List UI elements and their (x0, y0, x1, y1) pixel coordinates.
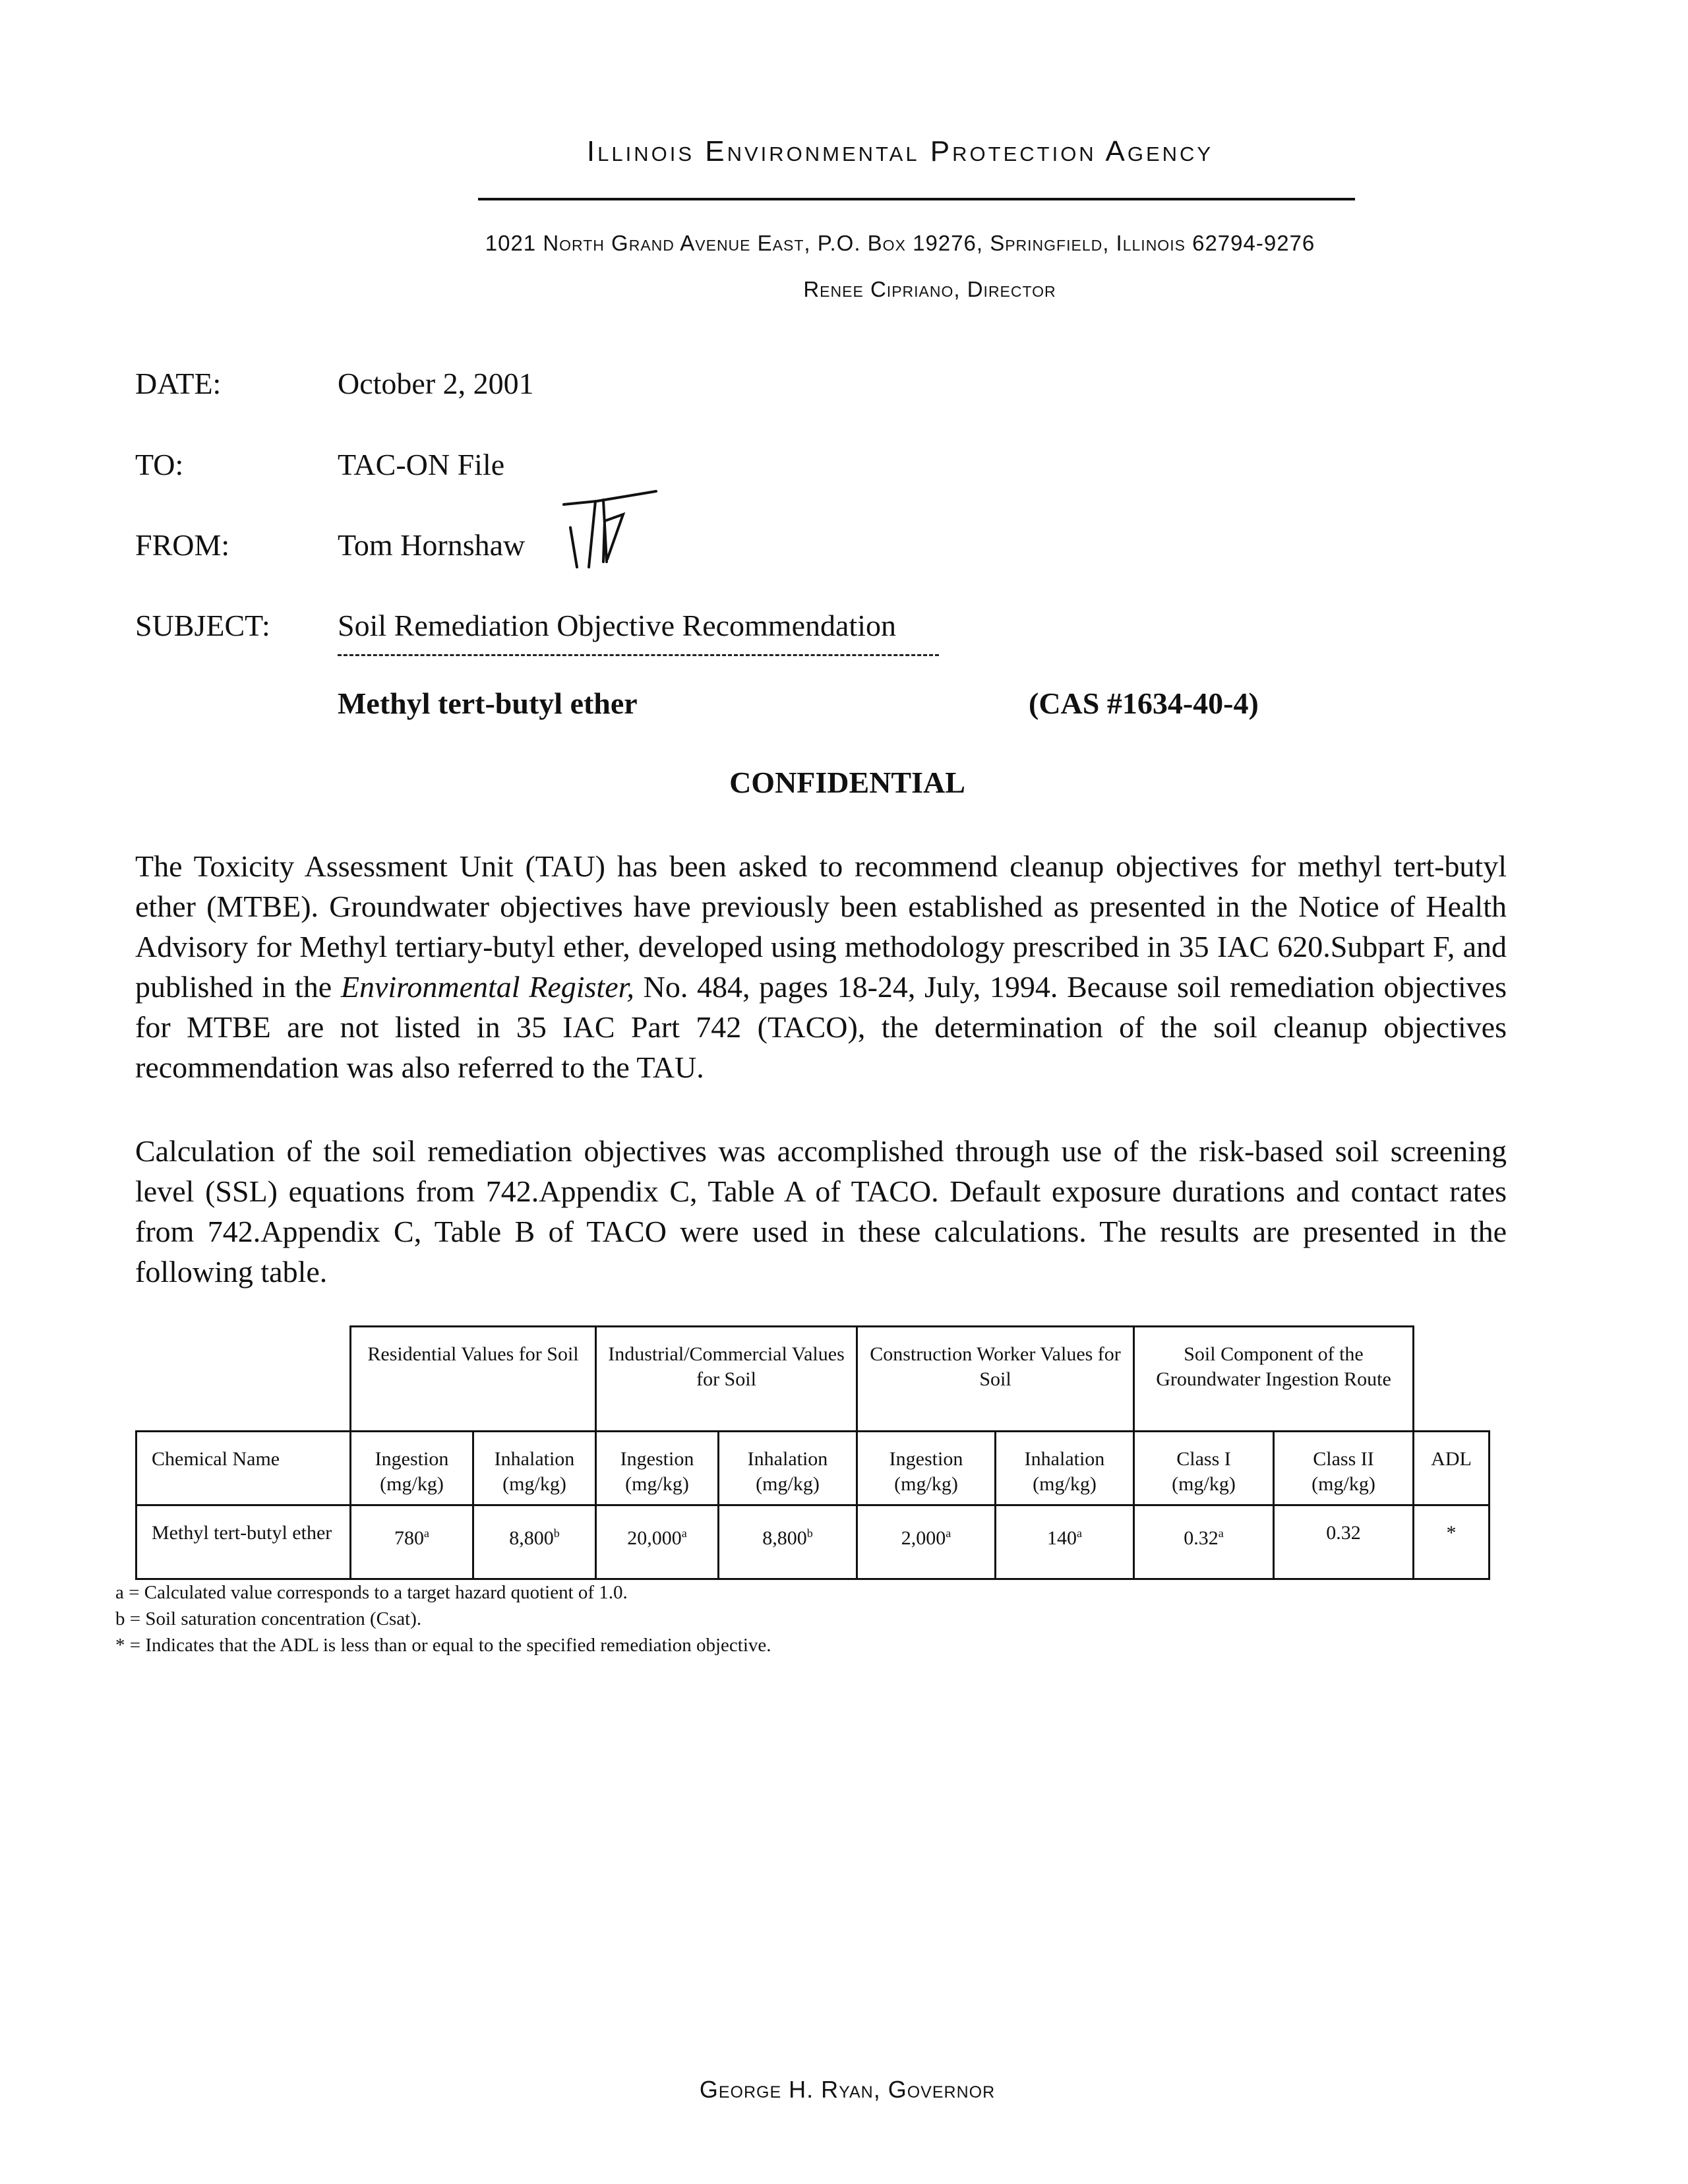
to-value: TAC-ON File (338, 448, 505, 481)
cas-number: (CAS #1634-40-4) (1029, 686, 1259, 720)
header-class2: Class II (mg/kg) (1274, 1432, 1414, 1505)
table-corner (136, 1327, 351, 1432)
cell-res-inhalation: 8,800$^b$ (473, 1505, 596, 1579)
group-groundwater: Soil Component of the Groundwater Ingestion Route (1134, 1327, 1414, 1432)
header-con-inhalation: Inhalation (mg/kg) (996, 1432, 1134, 1505)
subject-label: SUBJECT: (135, 609, 270, 642)
table-row (136, 1505, 1490, 1579)
header-ind-ingestion: Ingestion (mg/kg) (596, 1432, 719, 1505)
footnote-b: b = Soil saturation concentration (Csat). (115, 1608, 422, 1629)
footnote-a: a = Calculated value corresponds to a target hazard quotient of 1.0. (115, 1582, 628, 1603)
subject-divider (338, 654, 939, 656)
header-con-ingestion: Ingestion (mg/kg) (857, 1432, 996, 1505)
cell-class2: 0.32 (1274, 1505, 1414, 1579)
group-residential: Residential Values for Soil (351, 1327, 596, 1432)
row-chemical-name: Methyl tert-butyl ether (136, 1505, 351, 1579)
header-res-ingestion: Ingestion (mg/kg) (351, 1432, 473, 1505)
agency-name: Illinois Environmental Protection Agency (586, 135, 1214, 167)
header-class1: Class I (mg/kg) (1134, 1432, 1274, 1505)
footer-governor: George H. Ryan, Governor (699, 2076, 996, 2103)
date-label: DATE: (135, 367, 222, 400)
header-adl: ADL (1414, 1432, 1490, 1505)
paragraph-2: Calculation of the soil remediation objectives was accomplished through use of the risk-based soil screening level (SSL) equations from 742.Appendix C, Table A of TACO. Default exposure durations and contact rates from 742.Appendix C, Table B of TACO were used in these calculations. The results are presented in the following table. (135, 1134, 1507, 1289)
subject-value: Soil Remediation Objective Recommendation (338, 609, 896, 642)
cell-adl: * (1414, 1505, 1490, 1579)
header-res-inhalation: Inhalation (mg/kg) (473, 1432, 596, 1505)
footnote-star: * = Indicates that the ADL is less than or equal to the specified remediation objective. (115, 1635, 771, 1656)
group-industrial: Industrial/Commercial Values for Soil (596, 1327, 857, 1432)
cell-con-inhalation: 140$^a$ (996, 1505, 1134, 1579)
cell-class1: 0.32$^a$ (1134, 1505, 1274, 1579)
from-value: Tom Hornshaw (338, 528, 526, 562)
paragraph-1-part-a: The Toxicity Assessment Unit (TAU) has been asked to recommend cleanup objectives for methyl tert-butyl ether (MTBE). Groundwater objectives have previously been established as presented in the Notice of Health Advisory for Methyl tertiary-butyl ether, developed using methodology prescribed in 35 IAC 620.Subpart F, and published in the (135, 849, 1507, 1004)
date-value: October 2, 2001 (338, 367, 534, 400)
table-corner-right (1414, 1327, 1490, 1432)
chemical-name: Methyl tert-butyl ether (338, 686, 638, 720)
cell-con-ingestion: 2,000$^a$ (857, 1505, 996, 1579)
letterhead-rule (478, 198, 1355, 200)
confidential-heading: CONFIDENTIAL (729, 766, 965, 799)
agency-address: 1021 North Grand Avenue East, P.O. Box 19276, Springfield, Illinois 62794-9276 (485, 231, 1315, 255)
header-chemical-name: Chemical Name (136, 1432, 351, 1505)
paragraph-1-register: Environmental Register, (340, 970, 634, 1004)
paragraph-1-part-b: No. 484, pages 18-24, July, 1994. Because soil remediation objectives for MTBE are not listed in 35 IAC Part 742 (TACO), the determination of the soil cleanup objectives recommendation was also referred to the TAU. (135, 970, 1507, 1084)
paragraph-1 (135, 846, 1507, 1087)
to-label: TO: (135, 448, 184, 481)
cell-ind-ingestion: 20,000$^a$ (596, 1505, 719, 1579)
remediation-table (135, 1325, 1490, 1580)
cell-res-ingestion: 780$^a$ (351, 1505, 473, 1579)
table-footnotes (115, 1579, 771, 1658)
from-label: FROM: (135, 528, 230, 562)
group-construction: Construction Worker Values for Soil (857, 1327, 1134, 1432)
initials-signature (557, 488, 689, 574)
agency-director: Renee Cipriano, Director (803, 277, 1056, 301)
header-ind-inhalation: Inhalation (mg/kg) (719, 1432, 857, 1505)
cell-ind-inhalation: 8,800$^b$ (719, 1505, 857, 1579)
